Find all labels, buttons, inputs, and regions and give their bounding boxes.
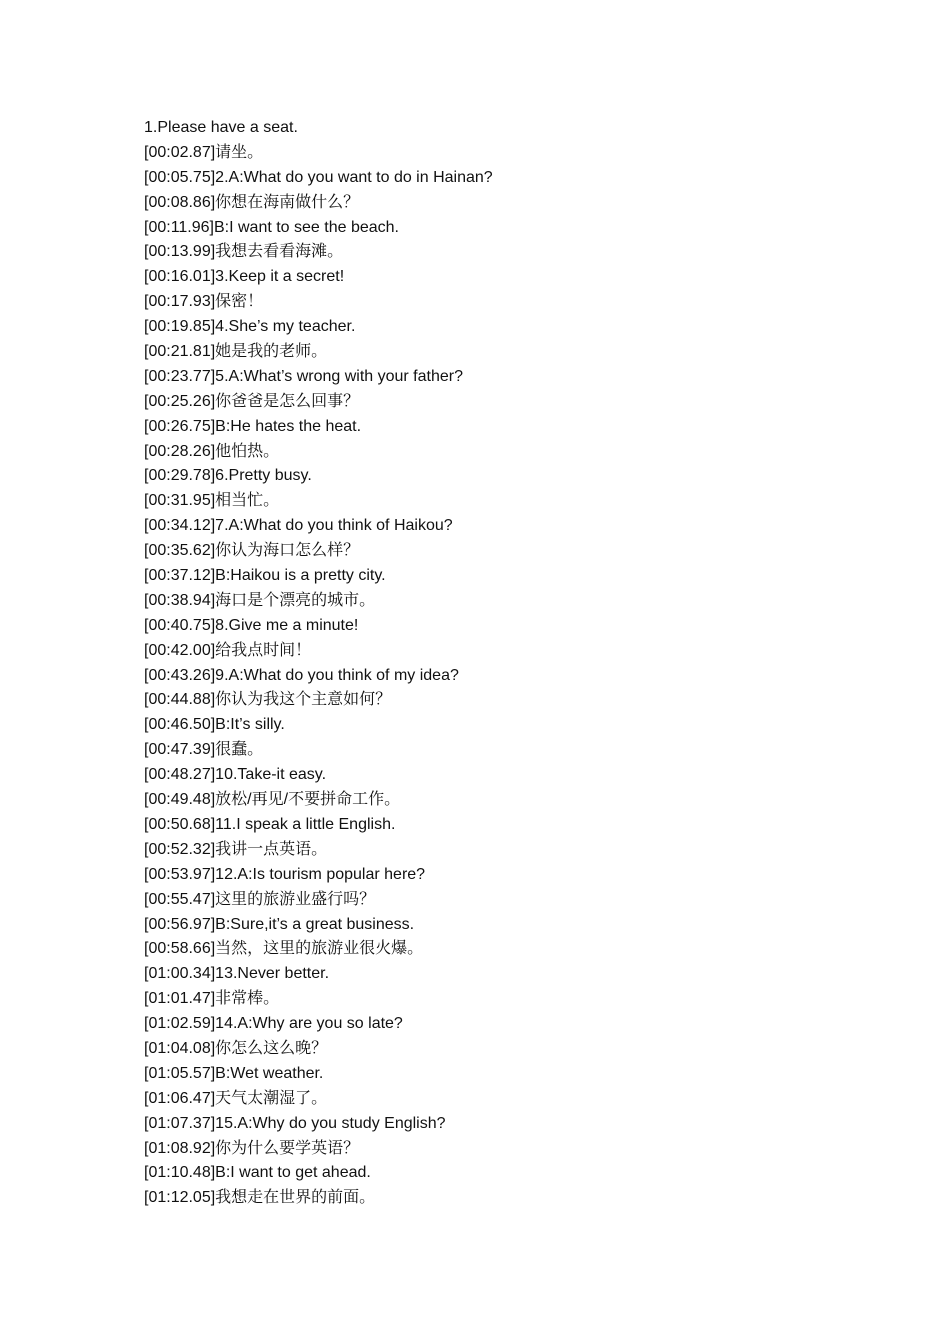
transcript-line: [01:04.08]你怎么这么晚？ — [144, 1039, 328, 1057]
transcript-line: [01:07.37]15.A:Why do you study English? — [144, 1114, 446, 1132]
transcript-line: [00:19.85]4.She’s my teacher. — [144, 318, 356, 336]
transcript-line: [00:08.86]你想在海南做什么？ — [144, 193, 360, 211]
transcript-line: [00:05.75]2.A:What do you want to do in Hainan? — [144, 168, 493, 186]
transcript-line: [00:26.75]B:He hates the heat. — [144, 417, 362, 435]
transcript-line: [00:25.26]你爸爸是怎么回事？ — [144, 392, 360, 410]
transcript-line: [01:08.92]你为什么要学英语？ — [144, 1139, 360, 1157]
transcript-line: [01:06.47]天气太潮湿了。 — [144, 1089, 328, 1107]
transcript-line: [00:50.68]11.I speak a little English. — [144, 815, 396, 833]
transcript-line: [00:34.12]7.A:What do you think of Haikou? — [144, 517, 453, 535]
transcript-line: [01:00.34]13.Never better. — [144, 965, 330, 983]
transcript-line: [00:21.81]她是我的老师。 — [144, 343, 328, 361]
transcript-line: [00:17.93]保密！ — [144, 293, 264, 311]
transcript-line: [00:40.75]8.Give me a minute! — [144, 616, 359, 634]
transcript-line: [00:49.48]放松/再见/不要拼命工作。 — [144, 791, 401, 809]
transcript-line: [00:42.00]给我点时间！ — [144, 641, 312, 659]
transcript-line: [01:05.57]B:Wet weather. — [144, 1064, 324, 1082]
transcript-line: [00:28.26]他怕热。 — [144, 442, 280, 460]
transcript-line: [01:12.05]我想走在世界的前面。 — [144, 1189, 376, 1207]
transcript-line: [00:29.78]6.Pretty busy. — [144, 467, 312, 485]
transcript-line: [00:53.97]12.A:Is tourism popular here? — [144, 865, 426, 883]
transcript-line: 1.Please have a seat. — [144, 119, 298, 136]
transcript-line: [00:44.88]你认为我这个主意如何？ — [144, 691, 392, 709]
transcript-line: [00:58.66]当然，这里的旅游业很火爆。 — [144, 940, 424, 958]
transcript-line: [00:47.39]很蠢。 — [144, 741, 264, 759]
transcript-line: [00:16.01]3.Keep it a secret! — [144, 268, 345, 286]
transcript-line: [00:31.95]相当忙。 — [144, 492, 280, 510]
transcript-line: [00:35.62]你认为海口怎么样？ — [144, 542, 360, 560]
transcript-line: [01:01.47]非常棒。 — [144, 990, 280, 1008]
transcript-lines — [144, 116, 493, 1211]
transcript-line: [00:48.27]10.Take-it easy. — [144, 766, 327, 784]
transcript-line: [00:43.26]9.A:What do you think of my idea? — [144, 666, 459, 684]
transcript-line: [00:56.97]B:Sure,it’s a great business. — [144, 915, 415, 933]
transcript-line: [00:46.50]B:It’s silly. — [144, 716, 285, 734]
transcript-line: [01:02.59]14.A:Why are you so late? — [144, 1015, 403, 1033]
transcript-line: [01:10.48]B:I want to get ahead. — [144, 1164, 371, 1182]
transcript-line: [00:55.47]这里的旅游业盛行吗？ — [144, 890, 376, 908]
transcript-line: [00:38.94]海口是个漂亮的城市。 — [144, 591, 376, 609]
transcript-line: [00:02.87]请坐。 — [144, 143, 264, 161]
transcript-line: [00:52.32]我讲一点英语。 — [144, 840, 328, 858]
transcript-line: [00:23.77]5.A:What’s wrong with your father? — [144, 367, 463, 385]
transcript-line: [00:37.12]B:Haikou is a pretty city. — [144, 567, 386, 585]
transcript-line: [00:13.99]我想去看看海滩。 — [144, 243, 344, 261]
transcript-line: [00:11.96]B:I want to see the beach. — [144, 218, 399, 236]
